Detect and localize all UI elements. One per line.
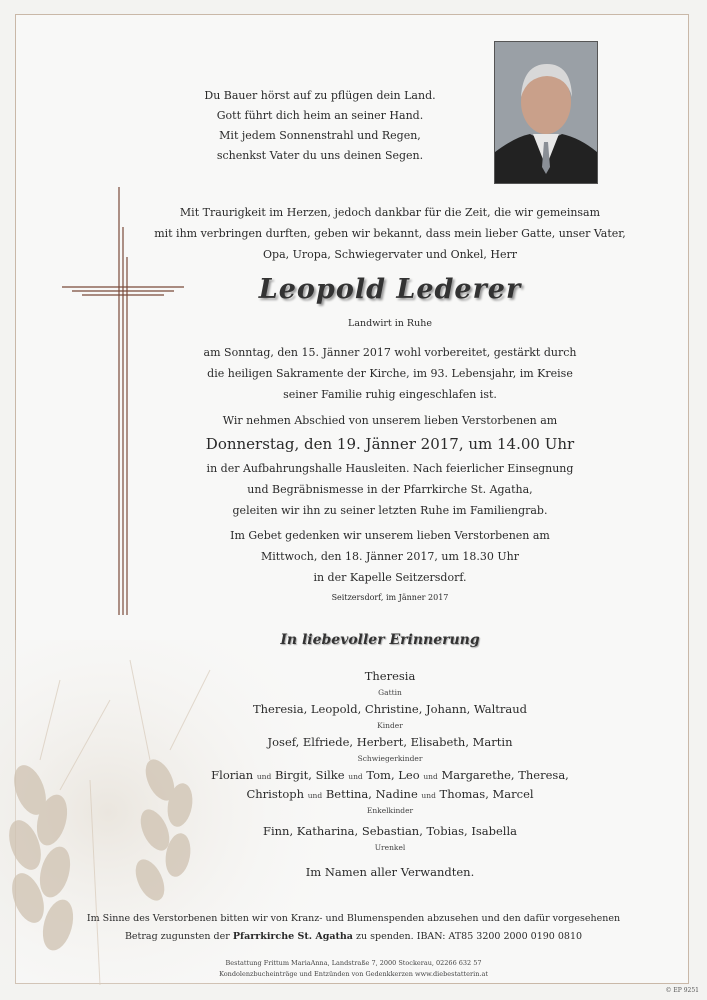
funeral-details (140, 458, 640, 521)
intro-line: Mit Traurigkeit im Herzen, jedoch dankbar für die Zeit, die wir gemeinsam (179, 206, 601, 219)
family-relation: Schwiegerkinder (357, 754, 423, 763)
funeral-details-line: in der Aufbahrungshalle Hausleiten. Nach feierlicher Einsegnung (206, 462, 574, 475)
death-notice-line: seiner Familie ruhig eingeschlafen ist. (283, 388, 497, 401)
family-name: Margarethe, Theresa, (441, 768, 569, 782)
closing-line: Im Namen aller Verwandten. (305, 865, 475, 879)
family-name: Birgit, Silke (274, 768, 345, 782)
family-name: Christoph (246, 787, 305, 801)
poem-line: Du Bauer hörst auf zu pflügen dein Land. (204, 89, 436, 102)
family-names: Theresia (364, 669, 416, 683)
funeral-details-line: und Begräbnismesse in der Pfarrkirche St. Agatha, (247, 483, 533, 496)
donation-text: Betrag zugunsten der (124, 931, 230, 942)
donation-notice (20, 910, 687, 946)
family-relation: Urenkel (374, 843, 406, 852)
poem-line: Gott führt dich heim an seiner Hand. (216, 109, 424, 122)
undertaker-line: Bestattung Frittum MariaAnna, Landstraße 7, 2000 Stockerau, 02266 632 57 (225, 959, 482, 967)
prayer-line: in der Kapelle Seitzersdorf. (313, 571, 467, 584)
family-names: Josef, Elfriede, Herbert, Elisabeth, Martin (267, 735, 513, 749)
intro-line: Opa, Uropa, Schwiegervater und Onkel, Herr (263, 248, 517, 261)
family-relation: Enkelkinder (366, 806, 414, 815)
family-names: Finn, Katharina, Sebastian, Tobias, Isabella (262, 824, 518, 838)
family-name: Bettina, Nadine (325, 787, 418, 801)
occupation: Landwirt in Ruhe (348, 318, 432, 329)
family-relation: Gattin (378, 688, 402, 697)
intro-text (140, 202, 640, 265)
donation-iban: zu spenden. IBAN: AT85 3200 2000 0190 0810 (356, 931, 583, 942)
death-notice (140, 342, 640, 405)
poem-line: Mit jedem Sonnenstrahl und Regen, (219, 129, 421, 142)
family-list (140, 667, 640, 882)
poem-line: schenkst Vater du uns deinen Segen. (216, 149, 424, 162)
conjunction: und (421, 791, 436, 800)
donation-line (20, 928, 687, 946)
death-notice-line: am Sonntag, den 15. Jänner 2017 wohl vorbereitet, gestärkt durch (203, 346, 577, 359)
grandchildren-line (140, 785, 640, 804)
family-name: Florian (211, 768, 254, 782)
prayer-line: Mittwoch, den 18. Jänner 2017, um 18.30 Uhr (260, 550, 520, 563)
remembrance-heading: In liebevoller Erinnerung (280, 632, 480, 648)
funeral-details-line: geleiten wir ihn zu seiner letzten Ruhe im Familiengrab. (232, 504, 548, 517)
farewell-intro: Wir nehmen Abschied von unserem lieben Verstorbenen am (222, 414, 558, 427)
donation-recipient: Pfarrkirche St. Agatha (232, 931, 353, 942)
intro-line: mit ihm verbringen durften, geben wir bekannt, dass mein lieber Gatte, unser Vater, (154, 227, 626, 240)
ep-code: © EP 9251 (665, 987, 699, 994)
undertaker-info (20, 958, 687, 980)
prayer-line: Im Gebet gedenken wir unserem lieben Verstorbenen am (230, 529, 550, 542)
family-name: Thomas, Marcel (439, 787, 534, 801)
deceased-portrait-photo (494, 41, 598, 184)
family-name: Tom, Leo (366, 768, 420, 782)
funeral-date: Donnerstag, den 19. Jänner 2017, um 14.00 Uhr (205, 435, 575, 453)
family-names: Theresia, Leopold, Christine, Johann, Waltraud (252, 702, 528, 716)
place-date: Seitzersdorf, im Jänner 2017 (331, 593, 449, 602)
conjunction: und (256, 772, 272, 781)
conjunction: und (348, 772, 363, 781)
family-relation: Kinder (377, 721, 403, 730)
deceased-name: Leopold Lederer (258, 274, 522, 305)
conjunction: und (307, 791, 323, 800)
conjunction: und (423, 772, 438, 781)
undertaker-line: Kondolenzbucheinträge und Entzünden von Gedenkkerzen www.diebestatterin.at (219, 970, 488, 978)
prayer-notice (140, 525, 640, 588)
grandchildren-line (140, 766, 640, 785)
poem (195, 86, 445, 166)
death-notice-line: die heiligen Sakramente der Kirche, im 93. Lebensjahr, im Kreise (207, 367, 573, 380)
donation-line: Im Sinne des Verstorbenen bitten wir von Kranz- und Blumenspenden abzusehen und den dafür vorgesehenen (86, 913, 621, 924)
